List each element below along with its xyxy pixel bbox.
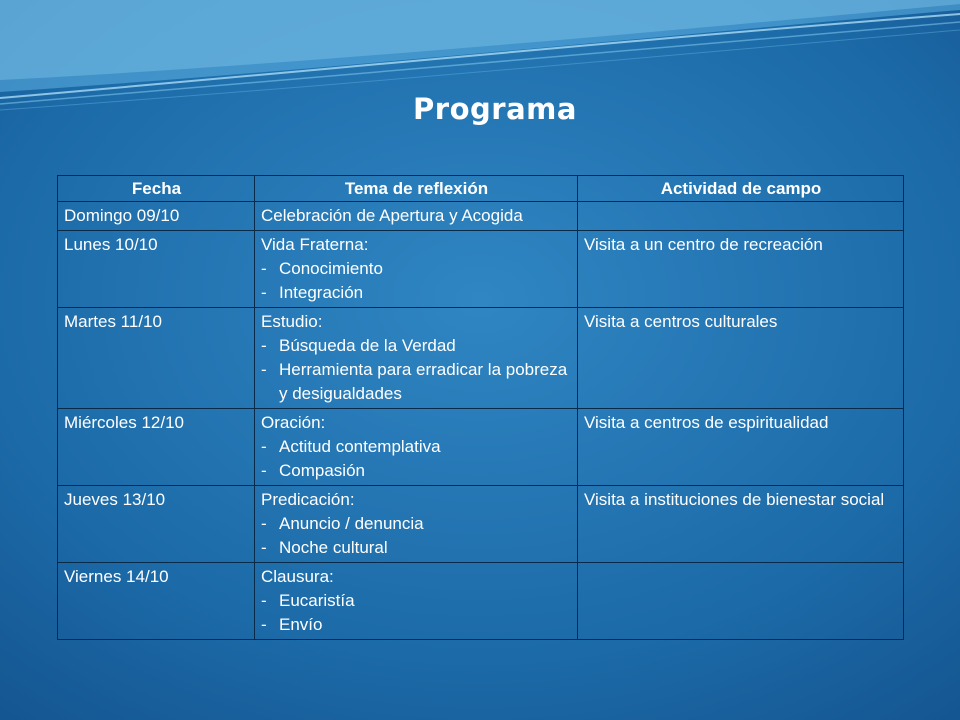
topic-cell: [255, 202, 578, 231]
topic-title: Predicación:: [261, 490, 355, 509]
activity-cell: [578, 202, 904, 231]
header-actividad: Actividad de campo: [578, 176, 904, 202]
date-cell: Martes 11/10: [58, 308, 255, 409]
topic-subitem: - Actitud contemplativa: [261, 437, 441, 456]
topic-subitem: - Envío: [261, 615, 323, 634]
activity-cell: Visita a centros de espiritualidad: [578, 409, 904, 486]
topic-subitem: - Integración: [261, 283, 364, 302]
activity-cell: Visita a instituciones de bienestar social: [578, 486, 904, 563]
topic-subitem: - Eucaristía: [261, 591, 355, 610]
header-fecha: Fecha: [58, 176, 255, 202]
topic-cell: [255, 231, 578, 308]
topic-subitem: - Conocimiento: [261, 259, 383, 278]
date-cell: Lunes 10/10: [58, 231, 255, 308]
table-row: [58, 202, 904, 231]
table-row: [58, 563, 904, 640]
date-cell: Jueves 13/10: [58, 486, 255, 563]
activity-cell: [578, 563, 904, 640]
page-title: Programa: [413, 92, 577, 126]
program-table: [57, 175, 904, 640]
table-row: [58, 486, 904, 563]
topic-cell: [255, 308, 578, 409]
topic-cell: [255, 486, 578, 563]
topic-subitem: - Herramienta para erradicar la pobreza y desigualdades: [261, 360, 568, 403]
table-header-row: [58, 176, 904, 202]
activity-cell: Visita a centros culturales: [578, 308, 904, 409]
date-cell: Domingo 09/10: [58, 202, 255, 231]
date-cell: Miércoles 12/10: [58, 409, 255, 486]
topic-subitem: - Búsqueda de la Verdad: [261, 336, 456, 355]
topic-title: Oración:: [261, 413, 326, 432]
topic-title: Clausura:: [261, 567, 334, 586]
table-row: [58, 409, 904, 486]
topic-cell: [255, 409, 578, 486]
topic-subitem: - Anuncio / denuncia: [261, 514, 424, 533]
date-cell: Viernes 14/10: [58, 563, 255, 640]
activity-cell: Visita a un centro de recreación: [578, 231, 904, 308]
topic-title: Celebración de Apertura y Acogida: [261, 206, 523, 225]
topic-cell: [255, 563, 578, 640]
topic-title: Estudio:: [261, 312, 323, 331]
table-row: [58, 231, 904, 308]
header-tema: Tema de reflexión: [255, 176, 578, 202]
table-row: [58, 308, 904, 409]
topic-subitem: - Noche cultural: [261, 538, 388, 557]
topic-subitem: - Compasión: [261, 461, 365, 480]
topic-title: Vida Fraterna:: [261, 235, 369, 254]
